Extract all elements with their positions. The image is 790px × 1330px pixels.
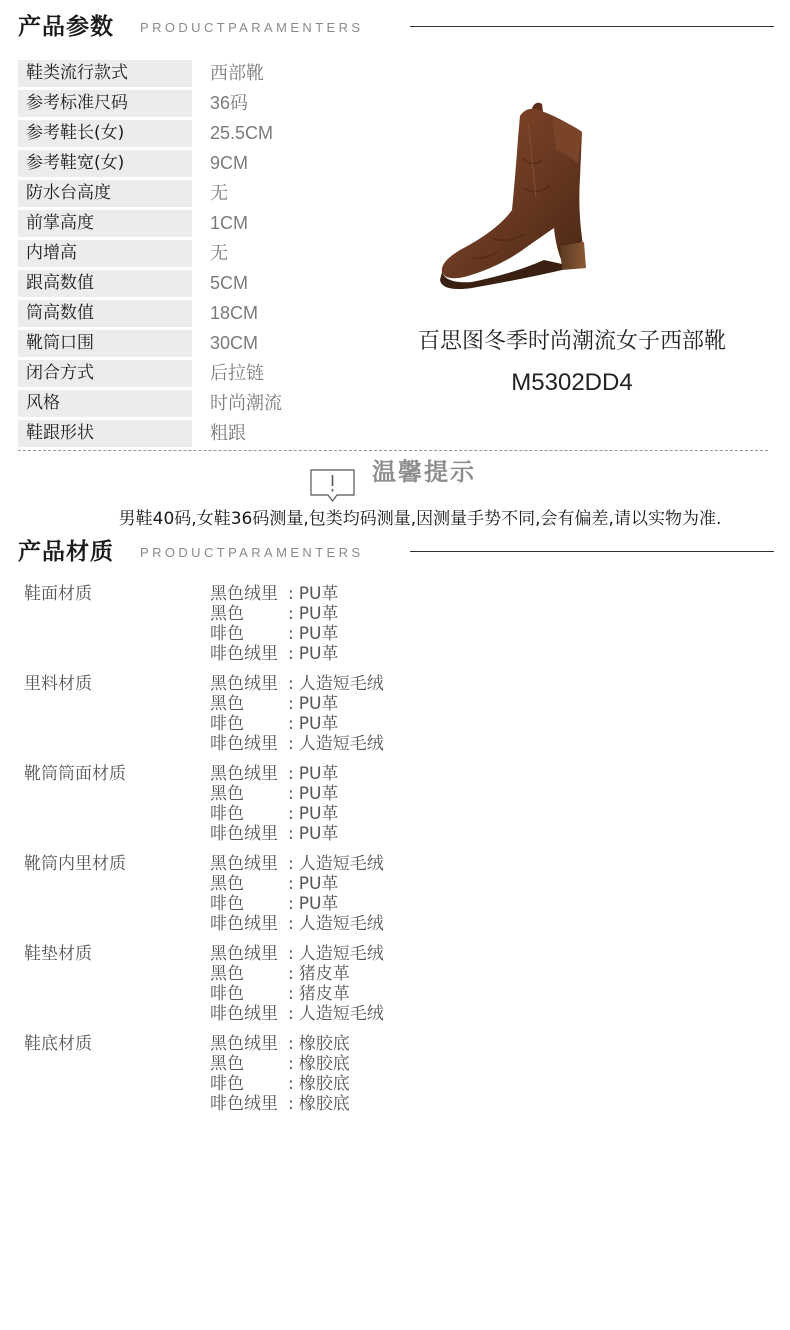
material-line (210, 914, 384, 934)
param-label: 防水台高度 (18, 180, 192, 207)
notice-title: 温馨提示 (372, 458, 476, 486)
material-colon: : (288, 604, 294, 624)
param-value: 西部靴 (210, 63, 264, 83)
material-color: 啡色 (210, 804, 244, 824)
material-line (210, 714, 384, 734)
material-lines (210, 1034, 350, 1114)
param-value: 后拉链 (210, 363, 264, 383)
material-colon: : (288, 1034, 294, 1054)
material-colon: : (288, 964, 294, 984)
material-colon: : (288, 764, 294, 784)
material-color: 啡色绒里 (210, 914, 278, 934)
material-value: 人造短毛绒 (298, 944, 384, 964)
param-row (18, 120, 378, 150)
material-value: PU革 (298, 604, 339, 624)
notice-text: 男鞋40码,女鞋36码测量,包类均码测量,因测量手势不同,会有偏差,请以实物为准. (118, 509, 722, 529)
param-value: 粗跟 (210, 423, 246, 443)
param-value: 1CM (210, 213, 249, 233)
material-color: 黑色 (210, 1054, 244, 1074)
material-label: 鞋垫材质 (24, 944, 92, 964)
material-line (210, 644, 338, 664)
material-colon: : (288, 1004, 294, 1024)
param-label: 靴筒口围 (18, 330, 192, 357)
param-label: 参考鞋宽(女) (18, 150, 192, 177)
materials-section-subtitle: PRODUCTPARAMENTERS (140, 545, 364, 560)
material-value: PU革 (298, 784, 339, 804)
material-colon: : (288, 584, 294, 604)
material-colon: : (288, 1054, 294, 1074)
material-colon: : (288, 854, 294, 874)
material-line (210, 584, 338, 604)
material-color: 黑色绒里 (210, 764, 278, 784)
material-line (210, 1074, 350, 1094)
material-line (210, 784, 338, 804)
product-name: 百思图冬季时尚潮流女子西部靴 (417, 329, 726, 354)
material-value: PU革 (298, 824, 339, 844)
material-lines (210, 854, 384, 934)
material-color: 啡色 (210, 624, 244, 644)
material-line (210, 624, 338, 644)
param-value: 无 (210, 183, 228, 203)
material-lines (210, 764, 338, 844)
material-line (210, 604, 338, 624)
material-line (210, 694, 384, 714)
param-row (18, 270, 378, 300)
material-value: PU革 (298, 764, 339, 784)
material-color: 黑色 (210, 964, 244, 984)
material-color: 黑色 (210, 694, 244, 714)
material-lines (210, 584, 338, 664)
param-value: 5CM (210, 273, 249, 293)
params-table (18, 60, 378, 450)
material-value: PU革 (298, 804, 339, 824)
param-row (18, 150, 378, 180)
param-value: 30CM (210, 333, 259, 353)
western-boot-icon (432, 98, 592, 294)
material-colon: : (288, 914, 294, 934)
material-line (210, 734, 384, 754)
material-value: 人造短毛绒 (298, 1004, 384, 1024)
material-line (210, 1034, 350, 1054)
material-color: 啡色 (210, 984, 244, 1004)
param-value: 9CM (210, 153, 249, 173)
material-lines (210, 944, 384, 1024)
material-colon: : (288, 734, 294, 754)
param-row (18, 180, 378, 210)
material-colon: : (288, 804, 294, 824)
param-row (18, 240, 378, 270)
param-label: 筒高数值 (18, 300, 192, 327)
material-color: 黑色绒里 (210, 1034, 278, 1054)
material-colon: : (288, 984, 294, 1004)
param-row (18, 60, 378, 90)
material-color: 黑色绒里 (210, 854, 278, 874)
section-divider (410, 551, 774, 552)
material-colon: : (288, 944, 294, 964)
material-line (210, 874, 384, 894)
material-value: 人造短毛绒 (298, 854, 384, 874)
param-label: 鞋跟形状 (18, 420, 192, 447)
section-divider (410, 26, 774, 27)
material-color: 啡色绒里 (210, 644, 278, 664)
param-value: 时尚潮流 (210, 393, 282, 413)
material-label: 靴筒筒面材质 (24, 764, 126, 784)
material-value: 人造短毛绒 (298, 914, 384, 934)
material-line (210, 944, 384, 964)
params-section-header (18, 12, 774, 42)
param-value: 无 (210, 243, 228, 263)
material-color: 黑色绒里 (210, 674, 278, 694)
material-colon: : (288, 674, 294, 694)
material-color: 黑色 (210, 874, 244, 894)
material-value: PU革 (298, 584, 339, 604)
param-label: 跟高数值 (18, 270, 192, 297)
material-value: 猪皮革 (298, 984, 350, 1004)
material-value: 人造短毛绒 (298, 674, 384, 694)
dashed-divider (18, 450, 768, 451)
material-value: PU革 (298, 644, 339, 664)
material-value: 人造短毛绒 (298, 734, 384, 754)
param-label: 闭合方式 (18, 360, 192, 387)
material-line (210, 804, 338, 824)
material-colon: : (288, 1074, 294, 1094)
param-row (18, 360, 378, 390)
material-line (210, 894, 384, 914)
material-color: 啡色 (210, 714, 244, 734)
material-color: 啡色 (210, 894, 244, 914)
material-value: 橡胶底 (298, 1034, 350, 1054)
material-color: 黑色绒里 (210, 944, 278, 964)
material-color: 啡色绒里 (210, 1004, 278, 1024)
material-value: 橡胶底 (298, 1054, 350, 1074)
material-label: 鞋底材质 (24, 1034, 92, 1054)
material-value: 橡胶底 (298, 1074, 350, 1094)
material-line (210, 1004, 384, 1024)
product-model: M5302DD4 (511, 369, 633, 396)
params-section-title: 产品参数 (18, 14, 114, 40)
material-value: PU革 (298, 624, 339, 644)
param-row (18, 390, 378, 420)
material-colon: : (288, 784, 294, 804)
material-line (210, 824, 338, 844)
materials-section-title: 产品材质 (18, 539, 114, 565)
material-color: 啡色 (210, 1074, 244, 1094)
material-line (210, 854, 384, 874)
material-color: 啡色绒里 (210, 1094, 278, 1114)
material-colon: : (288, 874, 294, 894)
material-label: 鞋面材质 (24, 584, 92, 604)
param-label: 风格 (18, 390, 192, 417)
material-colon: : (288, 1094, 294, 1114)
param-label: 参考鞋长(女) (18, 120, 192, 147)
materials-section-header (18, 537, 774, 567)
param-row (18, 210, 378, 240)
material-label: 里料材质 (24, 674, 92, 694)
material-line (210, 964, 384, 984)
material-colon: : (288, 624, 294, 644)
material-value: 橡胶底 (298, 1094, 350, 1114)
material-value: PU革 (298, 894, 339, 914)
param-row (18, 330, 378, 360)
params-section-subtitle: PRODUCTPARAMENTERS (140, 20, 364, 35)
material-line (210, 764, 338, 784)
material-color: 黑色 (210, 604, 244, 624)
material-color: 黑色绒里 (210, 584, 278, 604)
material-colon: : (288, 644, 294, 664)
material-value: 猪皮革 (298, 964, 350, 984)
material-colon: : (288, 694, 294, 714)
material-value: PU革 (298, 874, 339, 894)
material-colon: : (288, 714, 294, 734)
param-value: 18CM (210, 303, 259, 323)
param-label: 参考标准尺码 (18, 90, 192, 117)
material-colon: : (288, 824, 294, 844)
material-color: 黑色 (210, 784, 244, 804)
param-row (18, 90, 378, 120)
material-color: 啡色绒里 (210, 824, 278, 844)
material-colon: : (288, 894, 294, 914)
param-label: 鞋类流行款式 (18, 60, 192, 87)
material-line (210, 674, 384, 694)
param-row (18, 300, 378, 330)
param-value: 25.5CM (210, 123, 274, 143)
param-row (18, 420, 378, 450)
material-value: PU革 (298, 714, 339, 734)
material-value: PU革 (298, 694, 339, 714)
exclamation-bubble-icon (310, 469, 355, 503)
material-line (210, 1094, 350, 1114)
material-label: 靴筒内里材质 (24, 854, 126, 874)
material-color: 啡色绒里 (210, 734, 278, 754)
material-line (210, 1054, 350, 1074)
param-value: 36码 (210, 93, 249, 113)
param-label: 前掌高度 (18, 210, 192, 237)
param-label: 内增高 (18, 240, 192, 267)
material-line (210, 984, 384, 1004)
material-lines (210, 674, 384, 754)
